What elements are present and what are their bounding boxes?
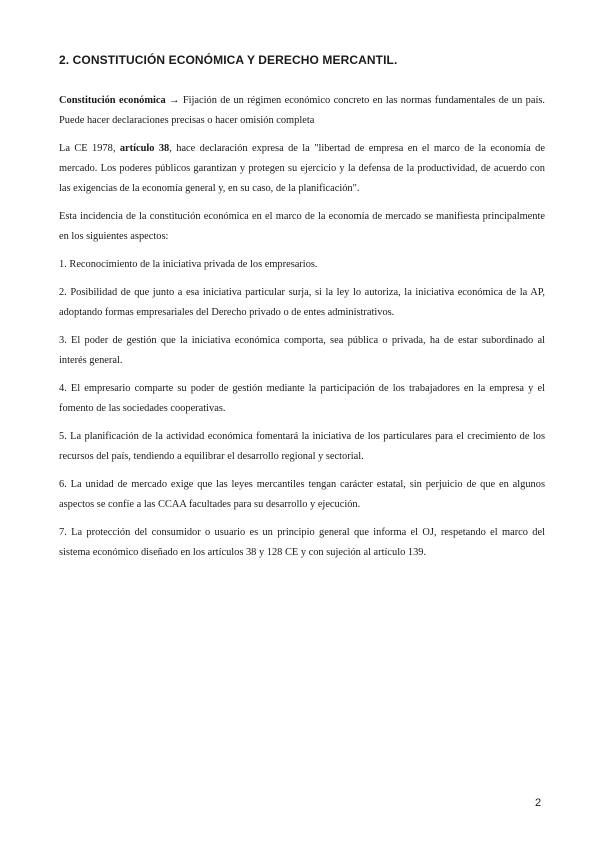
intro-definition: Fijación de un régimen económico concreto en las normas fundamentales de un país. Puede hacer declaraciones precisas o hacer omisión completa — [59, 95, 545, 126]
ce-article: artículo 38 — [119, 143, 170, 154]
list-item-4: 4. El empresario comparte su poder de gestión mediante la participación de los trabajadores en la empresa y el fomento de las sociedades cooperativas. — [59, 383, 545, 414]
list-item-6: 6. La unidad de mercado exige que las leyes mercantiles tengan carácter estatal, sin perjuicio de que en algunos aspectos se confíe a las CCAA facultades para su desarrollo y ejecución. — [59, 479, 545, 510]
list-item-7: 7. La protección del consumidor o usuario es un principio general que informa el OJ, respetando el marco del sistema económico diseñado en los artículos 38 y 128 CE y con sujeción al artículo 139. — [59, 527, 545, 558]
section-heading: 2. CONSTITUCIÓN ECONÓMICA Y DERECHO MERCANTIL. — [59, 53, 398, 67]
arrow-icon: → — [169, 95, 180, 106]
intro-term: Constitución económica — [59, 95, 166, 106]
list-item-1: 1. Reconocimiento de la iniciativa privada de los empresarios. — [59, 259, 318, 270]
list-item-2: 2. Posibilidad de que junto a esa iniciativa particular surja, si la ley lo autoriza, la iniciativa económica de la AP, adoptando formas empresariales del Derecho privado o de entes administrativos. — [59, 287, 545, 318]
incidence-paragraph: Esta incidencia de la constitución económica en el marco de la economía de mercado se manifiesta principalmente en los siguientes aspectos: — [59, 211, 545, 242]
page-number: 2 — [535, 797, 542, 809]
list-item-3: 3. El poder de gestión que la iniciativa económica comporta, sea pública o privada, ha de estar subordinado al interés general. — [59, 335, 545, 366]
ce-paragraph — [59, 139, 545, 199]
ce-lead: La CE 1978, — [59, 143, 120, 154]
intro-paragraph — [59, 91, 545, 131]
list-item-5: 5. La planificación de la actividad económica fomentará la iniciativa de los particulares para el crecimiento de los recursos del país, tendiendo a equilibrar el desarrollo regional y sectorial. — [59, 431, 545, 462]
ce-rest: , hace declaración expresa de la "libertad de empresa en el marco de la economía de mercado. Los poderes públicos garantizan y protegen su ejercicio y la defensa de la productividad, de acuerdo con las exigencias de la economía general y, en su caso, de la planificación". — [59, 143, 545, 194]
document-page — [59, 53, 545, 571]
